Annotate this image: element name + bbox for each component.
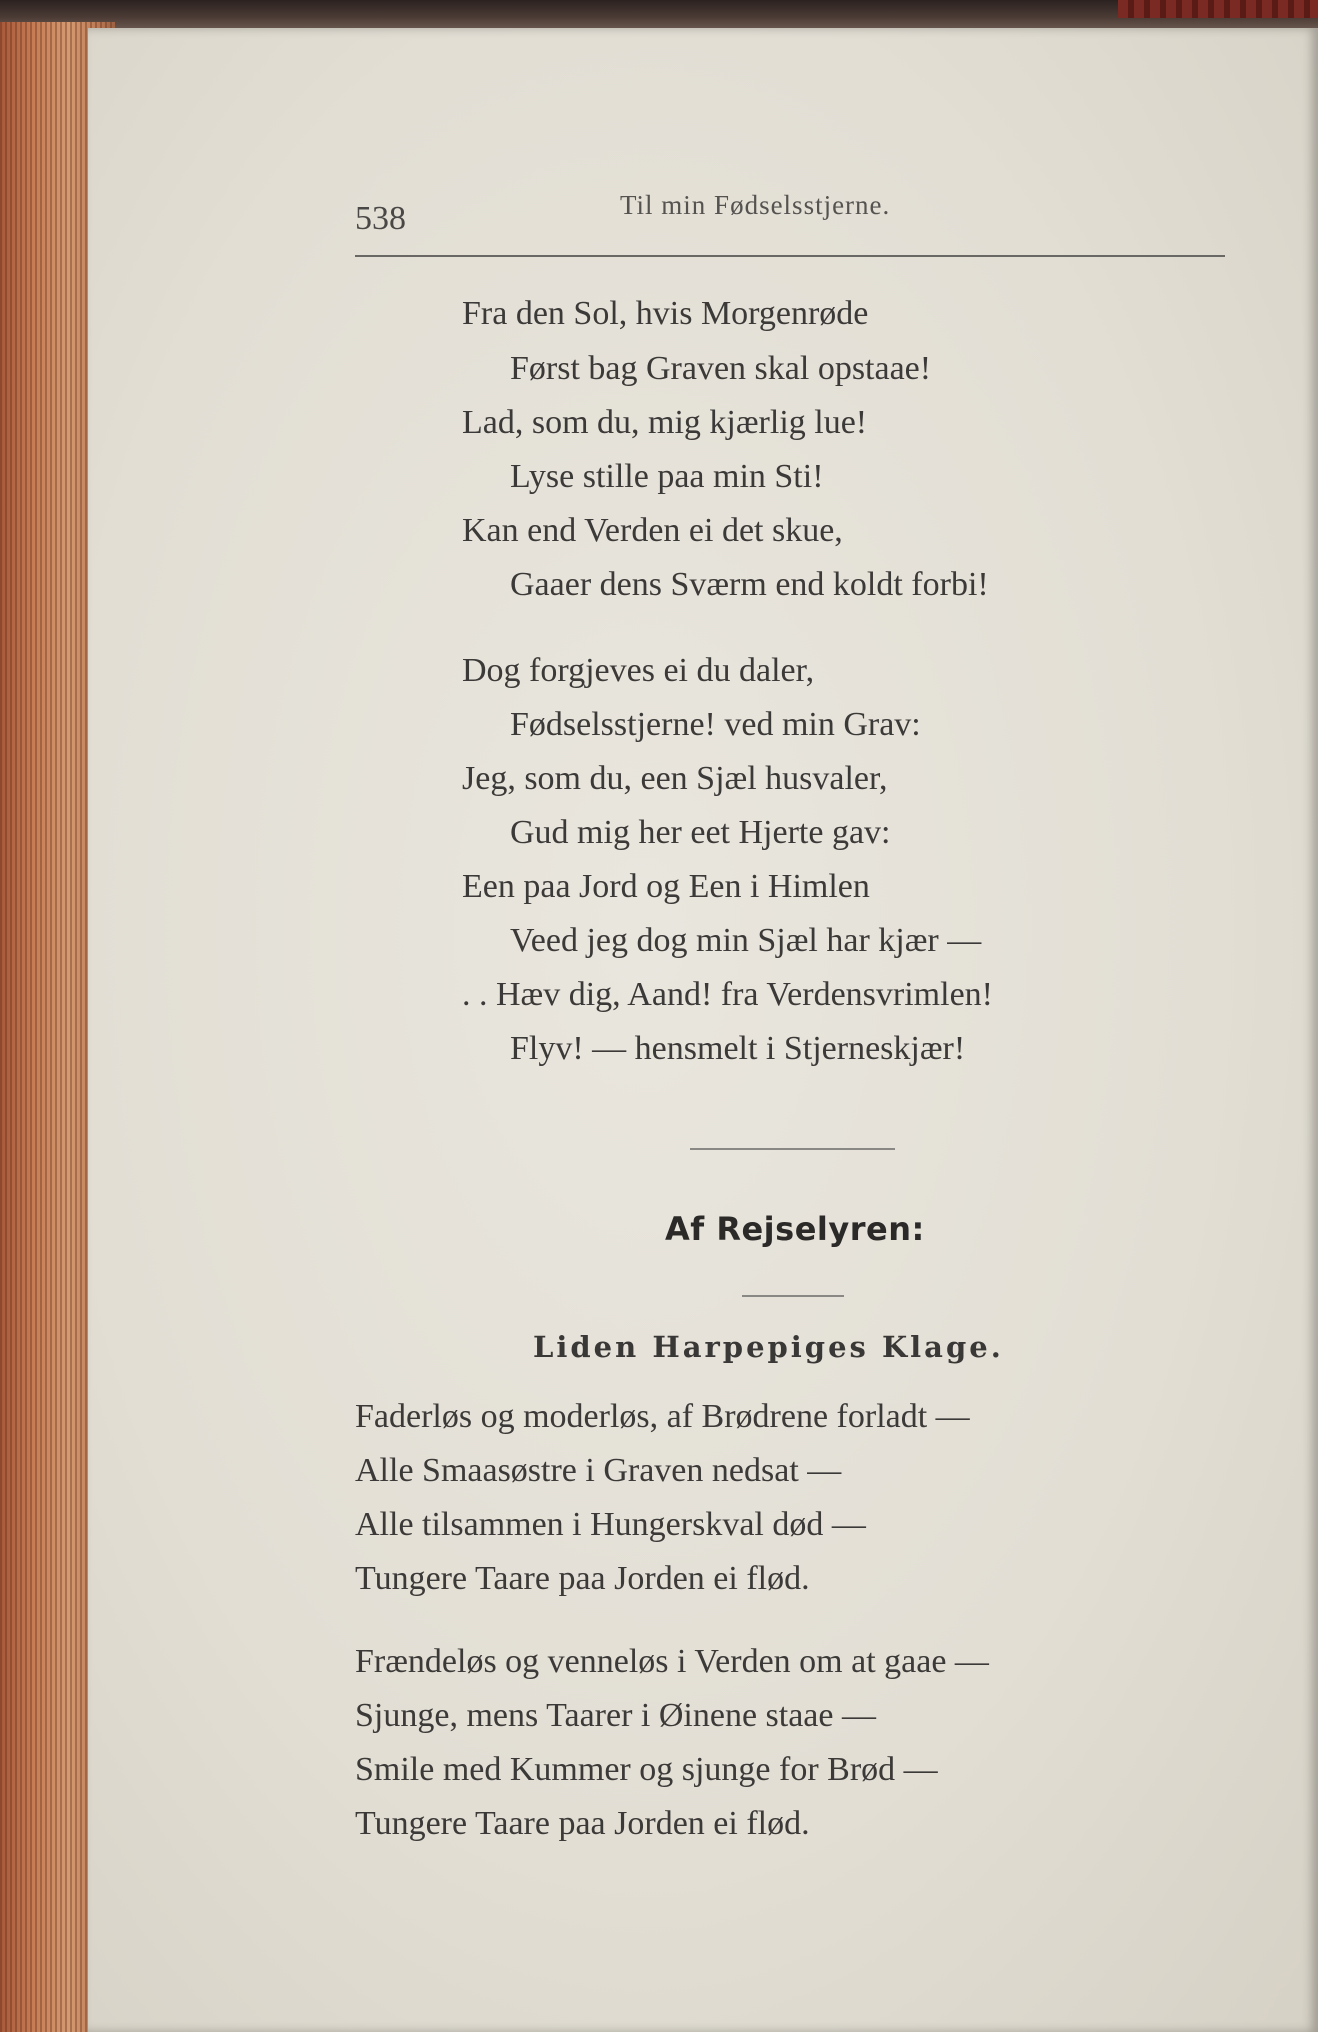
section-divider (690, 1148, 895, 1150)
poem-title: Liden Harpepiges Klage. (533, 1330, 1004, 1364)
verse-line: Smile med Kummer og sjunge for Brød — (355, 1751, 938, 1788)
section-title: Af Rejselyren: (665, 1210, 925, 1248)
verse-line: Faderløs og moderløs, af Brødrene forladt — (355, 1398, 970, 1435)
verse-line: Alle tilsammen i Hungerskval død — (355, 1506, 866, 1543)
verse-line: Flyv! — hensmelt i Stjerneskjær! (510, 1030, 966, 1067)
verse-line: Sjunge, mens Taarer i Øinene staae — (355, 1697, 876, 1734)
verse-line: Tungere Taare paa Jorden ei flød. (355, 1560, 810, 1597)
verse-line: Tungere Taare paa Jorden ei flød. (355, 1805, 810, 1842)
title-divider (742, 1295, 844, 1297)
verse-line: Fra den Sol, hvis Morgenrøde (462, 295, 869, 332)
verse-line: Een paa Jord og Een i Himlen (462, 868, 870, 905)
verse-line: Lad, som du, mig kjærlig lue! (462, 404, 868, 441)
header-rule (355, 255, 1225, 257)
verse-line: Gaaer dens Sværm end koldt forbi! (510, 566, 989, 603)
verse-line: Først bag Graven skal opstaae! (510, 350, 932, 387)
verse-line: Veed jeg dog min Sjæl har kjær — (510, 922, 982, 959)
verse-line: Dog forgjeves ei du daler, (462, 652, 815, 689)
running-head: Til min Fødselsstjerne. (620, 190, 891, 220)
verse-line: Kan end Verden ei det skue, (462, 512, 843, 549)
page-number: 538 (355, 200, 406, 237)
verse-line: Jeg, som du, een Sjæl husvaler, (462, 760, 888, 797)
verse-line: Lyse stille paa min Sti! (510, 458, 824, 495)
verse-line: Fødselsstjerne! ved min Grav: (510, 706, 921, 743)
verse-line: Gud mig her eet Hjerte gav: (510, 814, 891, 851)
verse-line: Alle Smaasøstre i Graven nedsat — (355, 1452, 842, 1489)
verse-line: . . Hæv dig, Aand! fra Verdensvrimlen! (462, 976, 993, 1013)
verse-line: Frændeløs og venneløs i Verden om at gaae — (355, 1643, 989, 1680)
